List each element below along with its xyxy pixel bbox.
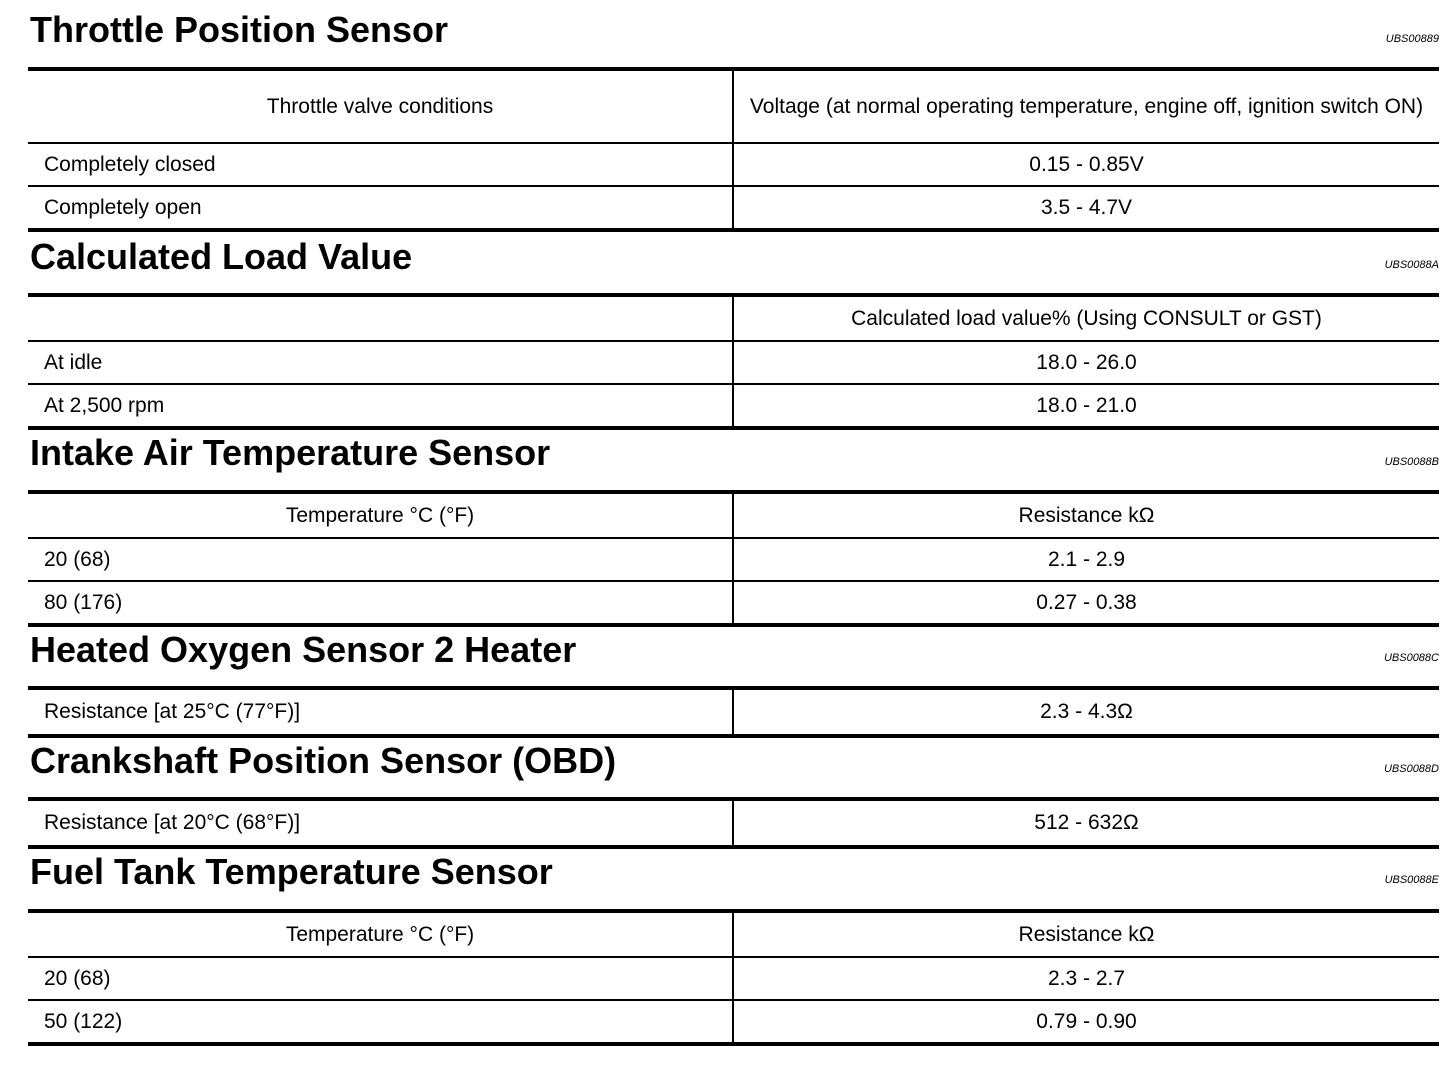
row-label: 80 (176) — [28, 581, 733, 625]
row-value: 0.79 - 0.90 — [733, 1000, 1439, 1044]
header-cell: Temperature °C (°F) — [28, 492, 733, 538]
section-code-throttle-position-sensor: UBS00889 — [1385, 33, 1439, 45]
section-title-calculated-load-value: Calculated Load Value — [30, 236, 413, 277]
table-row — [28, 538, 1439, 581]
table-row — [28, 384, 1439, 428]
header-cell: Throttle valve conditions — [28, 69, 733, 143]
table-heated-oxygen-sensor-2-heater — [28, 686, 1439, 738]
table-header-row — [28, 492, 1439, 538]
row-value: 18.0 - 26.0 — [733, 341, 1439, 384]
table-fuel-tank-temperature-sensor — [28, 909, 1439, 1046]
section-title-throttle-position-sensor: Throttle Position Sensor — [30, 9, 449, 50]
table-calculated-load-value — [28, 293, 1439, 430]
row-value: 2.3 - 4.3Ω — [733, 688, 1439, 736]
section-title-crankshaft-position-sensor: Crankshaft Position Sensor (OBD) — [30, 740, 617, 781]
row-value: 0.15 - 0.85V — [733, 143, 1439, 186]
header-cell: Calculated load value% (Using CONSULT or GST) — [733, 295, 1439, 341]
table-row — [28, 799, 1439, 847]
table-row — [28, 186, 1439, 230]
table-row — [28, 341, 1439, 384]
row-label: Resistance [at 25°C (77°F)] — [28, 688, 733, 736]
header-cell: Resistance kΩ — [733, 492, 1439, 538]
section-code-crankshaft-position-sensor: UBS0088D — [1383, 763, 1439, 775]
section-code-calculated-load-value: UBS0088A — [1384, 259, 1439, 271]
header-cell: Voltage (at normal operating temperature, engine off, ignition switch ON) — [733, 69, 1439, 143]
row-value: 2.3 - 2.7 — [733, 957, 1439, 1000]
table-row — [28, 688, 1439, 736]
table-row — [28, 581, 1439, 625]
row-value: 3.5 - 4.7V — [733, 186, 1439, 230]
section-code-intake-air-temperature-sensor: UBS0088B — [1384, 456, 1439, 468]
table-intake-air-temperature-sensor — [28, 490, 1439, 627]
header-cell: Temperature °C (°F) — [28, 911, 733, 957]
section-code-fuel-tank-temperature-sensor: UBS0088E — [1384, 874, 1439, 886]
section-code-heated-oxygen-sensor-2-heater: UBS0088C — [1383, 652, 1439, 664]
header-cell — [28, 295, 733, 341]
table-header-row — [28, 69, 1439, 143]
row-value: 2.1 - 2.9 — [733, 538, 1439, 581]
table-crankshaft-position-sensor — [28, 797, 1439, 849]
section-title-intake-air-temperature-sensor: Intake Air Temperature Sensor — [30, 432, 551, 473]
table-throttle-position-sensor — [28, 67, 1439, 232]
table-header-row — [28, 911, 1439, 957]
row-value: 18.0 - 21.0 — [733, 384, 1439, 428]
header-cell: Resistance kΩ — [733, 911, 1439, 957]
section-title-fuel-tank-temperature-sensor: Fuel Tank Temperature Sensor — [30, 851, 553, 892]
table-header-row — [28, 295, 1439, 341]
row-label: 20 (68) — [28, 957, 733, 1000]
table-row — [28, 143, 1439, 186]
row-label: Completely closed — [28, 143, 733, 186]
row-value: 512 - 632Ω — [733, 799, 1439, 847]
row-label: Completely open — [28, 186, 733, 230]
row-label: At idle — [28, 341, 733, 384]
row-label: 20 (68) — [28, 538, 733, 581]
table-row — [28, 957, 1439, 1000]
table-row — [28, 1000, 1439, 1044]
row-label: At 2,500 rpm — [28, 384, 733, 428]
row-label: Resistance [at 20°C (68°F)] — [28, 799, 733, 847]
section-title-heated-oxygen-sensor-2-heater: Heated Oxygen Sensor 2 Heater — [30, 629, 577, 670]
row-value: 0.27 - 0.38 — [733, 581, 1439, 625]
row-label: 50 (122) — [28, 1000, 733, 1044]
